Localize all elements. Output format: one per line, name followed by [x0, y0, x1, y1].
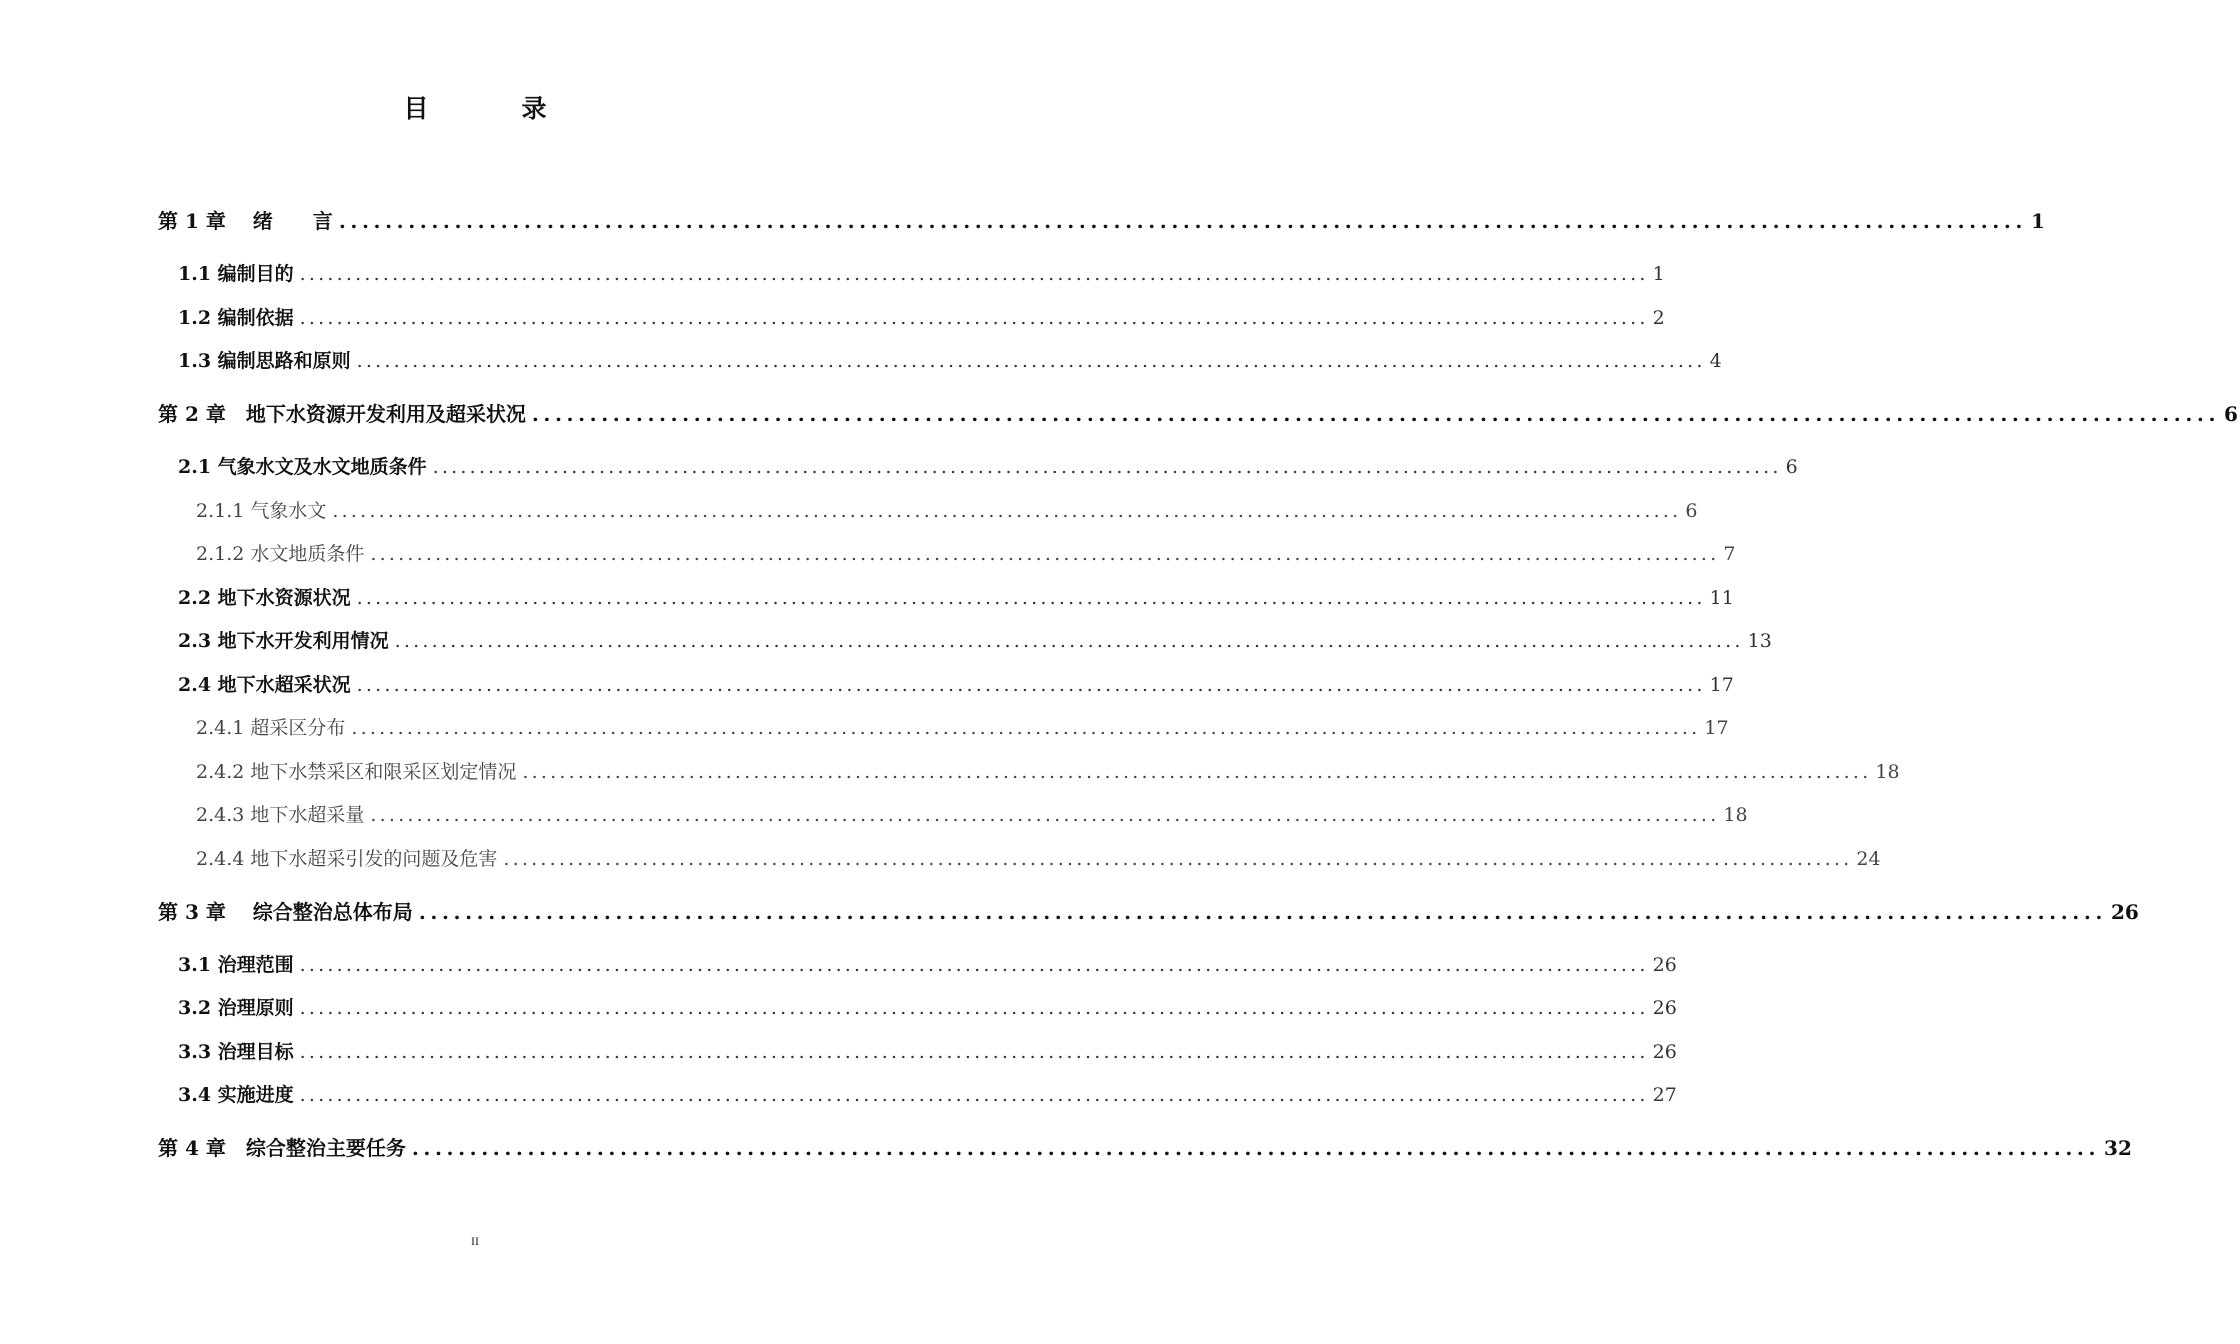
toc-leader-dots: ..................................................................................................................................................	[394, 630, 1744, 652]
toc-leader-dots: ..................................................................................................................................................	[299, 1041, 1649, 1063]
toc-leader-dots: ..................................................................................................................................................	[332, 500, 1682, 522]
toc-entry-label: 2.4.4 地下水超采引发的问题及危害	[196, 848, 498, 870]
toc-leader-dots: ..................................................................................................................................................	[522, 761, 1872, 783]
toc-leader-dots: ..................................................................................................................................................	[411, 1136, 2101, 1160]
toc-entry-label: 1.2 编制依据	[178, 307, 294, 329]
toc-entry-page: 18	[1723, 804, 1748, 826]
toc-subsection-2-1-2[interactable]	[196, 540, 1736, 568]
toc-chapter-1[interactable]	[158, 207, 2045, 235]
toc-entry-page: 13	[1747, 630, 1772, 652]
toc-chapter-2[interactable]	[158, 400, 2238, 428]
toc-entry-page: 26	[2111, 900, 2139, 924]
toc-entry-page: 27	[1652, 1084, 1677, 1106]
toc-section-3-1[interactable]	[178, 951, 1677, 979]
toc-chapter-4[interactable]	[158, 1134, 2132, 1162]
toc-section-1-2[interactable]	[178, 304, 1665, 332]
toc-subsection-2-4-4[interactable]	[196, 845, 1881, 873]
toc-entry-page: 26	[1652, 1041, 1677, 1063]
toc-entry-page: 24	[1856, 848, 1881, 870]
toc-entry-label: 2.2 地下水资源状况	[178, 587, 351, 609]
toc-entry-label: 2.3 地下水开发利用情况	[178, 630, 389, 652]
toc-entry-page: 26	[1652, 997, 1677, 1019]
toc-entry-label: 2.4.2 地下水禁采区和限采区划定情况	[196, 761, 517, 783]
toc-entry-label: 2.4.1 超采区分布	[196, 717, 346, 739]
toc-leader-dots: ..................................................................................................................................................	[338, 209, 2027, 233]
toc-leader-dots: ..................................................................................................................................................	[503, 848, 1853, 870]
toc-entry-label: 第 1 章 绪 言	[158, 209, 333, 233]
toc-leader-dots: ..................................................................................................................................................	[356, 674, 1706, 696]
toc-subsection-2-4-1[interactable]	[196, 714, 1729, 742]
toc-entry-label: 第 3 章 综合整治总体布局	[158, 900, 413, 924]
toc-section-3-4[interactable]	[178, 1081, 1677, 1109]
toc-entry-label: 1.3 编制思路和原则	[178, 350, 351, 372]
toc-entry-page: 1	[1652, 263, 1665, 285]
toc-entry-page: 6	[2224, 402, 2238, 426]
toc-leader-dots: ..................................................................................................................................................	[299, 263, 1649, 285]
toc-leader-dots: ..................................................................................................................................................	[418, 900, 2107, 924]
toc-entry-label: 第 2 章 地下水资源开发利用及超采状况	[158, 402, 526, 426]
toc-entry-page: 17	[1709, 674, 1734, 696]
page-number: II	[471, 1234, 479, 1248]
toc-entry-page: 2	[1652, 307, 1665, 329]
toc-subsection-2-1-1[interactable]	[196, 497, 1698, 525]
toc-leader-dots: ..................................................................................................................................................	[370, 543, 1720, 565]
toc-entry-page: 4	[1709, 350, 1722, 372]
toc-entry-page: 26	[1652, 954, 1677, 976]
toc-section-2-3[interactable]	[178, 627, 1772, 655]
toc-entry-label: 1.1 编制目的	[178, 263, 294, 285]
toc-entry-page: 7	[1723, 543, 1736, 565]
toc-entry-label: 3.1 治理范围	[178, 954, 294, 976]
page-title: 目 录	[403, 94, 581, 123]
toc-entry-label: 2.1.2 水文地质条件	[196, 543, 365, 565]
toc-entry-page: 32	[2104, 1136, 2132, 1160]
toc-entry-page: 1	[2031, 209, 2045, 233]
toc-entry-label: 3.4 实施进度	[178, 1084, 294, 1106]
toc-entry-page: 6	[1785, 456, 1798, 478]
toc-section-2-2[interactable]	[178, 584, 1734, 612]
toc-section-2-1[interactable]	[178, 453, 1798, 481]
toc-entry-page: 17	[1704, 717, 1729, 739]
toc-section-1-1[interactable]	[178, 260, 1665, 288]
toc-entry-label: 2.1.1 气象水文	[196, 500, 327, 522]
toc-section-3-3[interactable]	[178, 1038, 1677, 1066]
toc-chapter-3[interactable]	[158, 898, 2139, 926]
toc-section-2-4[interactable]	[178, 671, 1734, 699]
toc-section-1-3[interactable]	[178, 347, 1722, 375]
toc-entry-label: 3.3 治理目标	[178, 1041, 294, 1063]
toc-entry-page: 6	[1685, 500, 1698, 522]
toc-leader-dots: ..................................................................................................................................................	[299, 954, 1649, 976]
toc-leader-dots: ..................................................................................................................................................	[356, 350, 1706, 372]
toc-subsection-2-4-3[interactable]	[196, 801, 1748, 829]
toc-leader-dots: ..................................................................................................................................................	[299, 307, 1649, 329]
toc-entry-label: 3.2 治理原则	[178, 997, 294, 1019]
toc-leader-dots: ..................................................................................................................................................	[299, 1084, 1649, 1106]
toc-entry-label: 2.1 气象水文及水文地质条件	[178, 456, 427, 478]
toc-leader-dots: ..................................................................................................................................................	[356, 587, 1706, 609]
toc-entry-label: 2.4 地下水超采状况	[178, 674, 351, 696]
toc-entry-label: 第 4 章 综合整治主要任务	[158, 1136, 406, 1160]
toc-leader-dots: ..................................................................................................................................................	[299, 997, 1649, 1019]
toc-entry-label: 2.4.3 地下水超采量	[196, 804, 365, 826]
toc-leader-dots: ..................................................................................................................................................	[351, 717, 1701, 739]
toc-subsection-2-4-2[interactable]	[196, 758, 1900, 786]
toc-section-3-2[interactable]	[178, 994, 1677, 1022]
toc-leader-dots: ..................................................................................................................................................	[370, 804, 1720, 826]
toc-entry-page: 18	[1875, 761, 1900, 783]
toc-leader-dots: ..................................................................................................................................................	[432, 456, 1782, 478]
toc-leader-dots: ..................................................................................................................................................	[531, 402, 2221, 426]
toc-entry-page: 11	[1709, 587, 1734, 609]
